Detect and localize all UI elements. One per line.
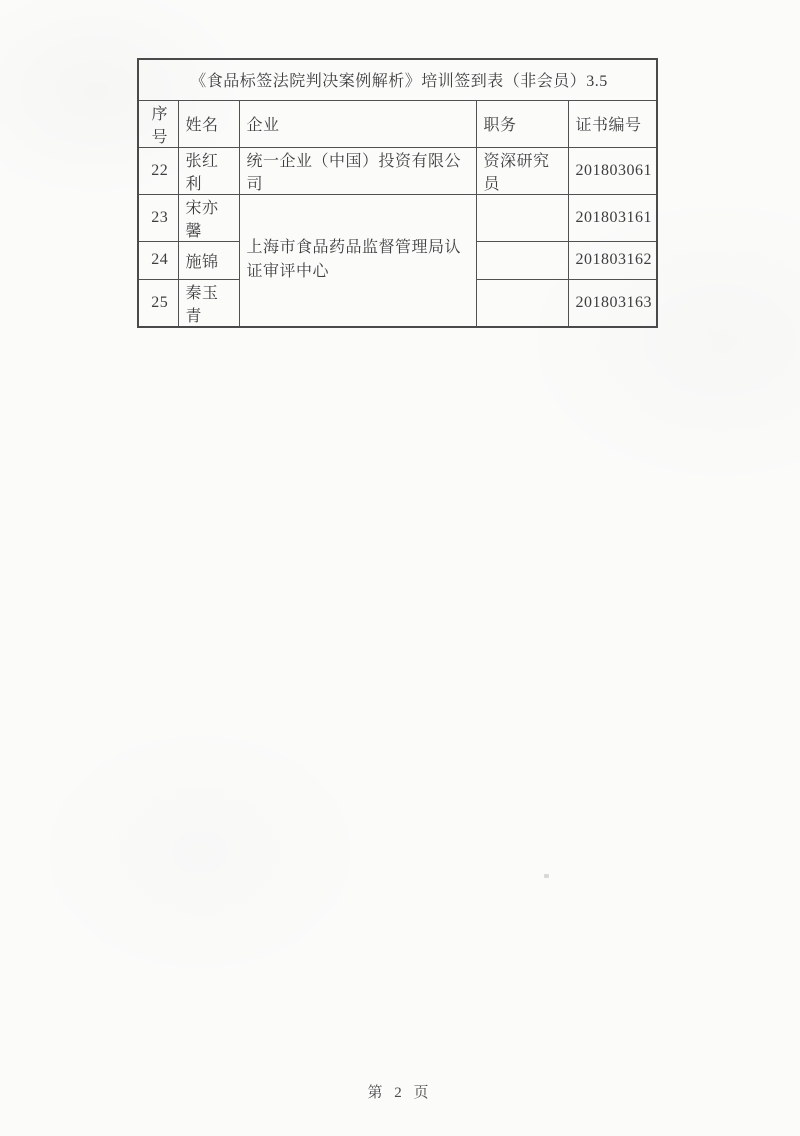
- table-row: [138, 194, 657, 241]
- page-number: 第 2 页: [367, 1085, 433, 1101]
- header-cert-no: 证书编号: [568, 100, 657, 147]
- cell-no: 24: [138, 241, 178, 279]
- cell-name: 秦玉青: [178, 279, 239, 327]
- cell-cert-no: 201803162: [568, 241, 657, 279]
- cell-name: 宋亦馨: [178, 194, 239, 241]
- cell-position: [476, 241, 568, 279]
- header-name: 姓名: [178, 100, 239, 147]
- cell-no: 25: [138, 279, 178, 327]
- header-position: 职务: [476, 100, 568, 147]
- cell-name: 施锦: [178, 241, 239, 279]
- cell-position: [476, 279, 568, 327]
- table-row: [138, 147, 657, 194]
- header-no: 序号: [138, 100, 178, 147]
- cell-no: 23: [138, 194, 178, 241]
- cell-cert-no: 201803163: [568, 279, 657, 327]
- scan-artifact: [544, 874, 549, 878]
- signin-table: [137, 58, 658, 328]
- cell-position: 资深研究员: [476, 147, 568, 194]
- cell-name: 张红利: [178, 147, 239, 194]
- table-title: 《食品标签法院判决案例解析》培训签到表（非会员）3.5: [138, 59, 657, 100]
- cell-company: 统一企业（中国）投资有限公司: [239, 147, 476, 194]
- cell-cert-no: 201803061: [568, 147, 657, 194]
- header-company: 企业: [239, 100, 476, 147]
- table-title-row: [138, 59, 657, 100]
- cell-cert-no: 201803161: [568, 194, 657, 241]
- cell-no: 22: [138, 147, 178, 194]
- cell-company-merged: 上海市食品药品监督管理局认证审评中心: [239, 194, 476, 327]
- cell-position: [476, 194, 568, 241]
- table-header-row: [138, 100, 657, 147]
